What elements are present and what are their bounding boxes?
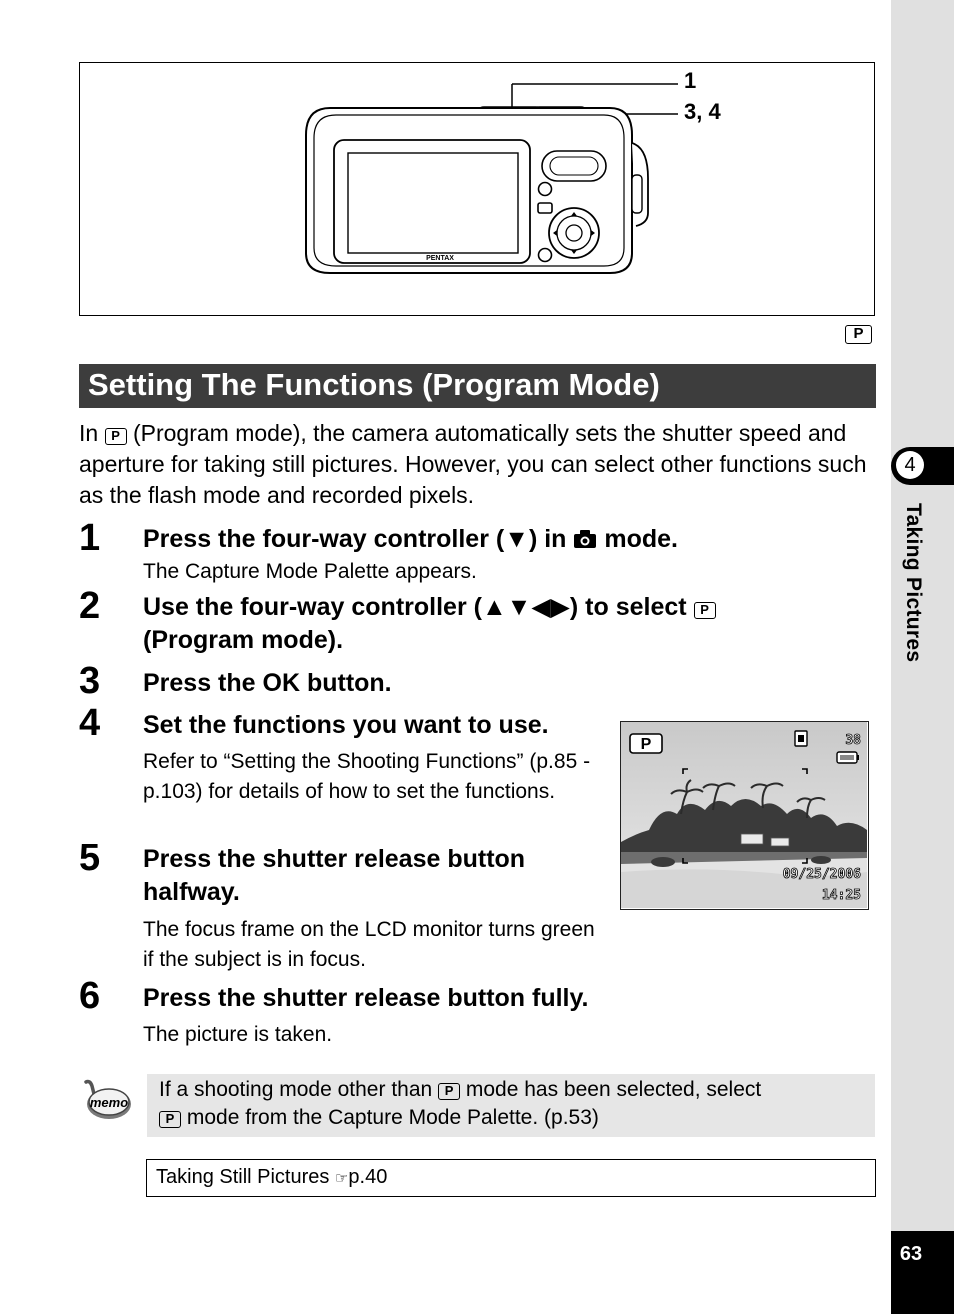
program-mode-icon: P (845, 325, 872, 344)
step-title: Press the shutter release button fully. (143, 984, 589, 1012)
step-title-part: Use the four-way controller (▲▼◀▶) to select (143, 593, 687, 621)
intro-text: (Program mode), the camera automatically sets the shutter speed and aperture for taking still pictures. However, you can select other functions such as the flash mode and recorded pixels. (79, 420, 867, 508)
step-description: The Capture Mode Palette appears. (143, 560, 477, 583)
memo-text (159, 1076, 869, 1132)
program-mode-icon: P (694, 602, 716, 619)
step-number: 6 (79, 975, 101, 1017)
program-mode-icon: P (438, 1083, 460, 1100)
reference-label: Taking Still Pictures (156, 1166, 330, 1188)
step-description: Refer to “Setting the Shooting Functions” (p.85 - p.103) for details of how to set the functions. (143, 750, 591, 803)
step-title-part: mode. (604, 525, 678, 553)
intro-paragraph (79, 418, 879, 511)
memo-icon-label: memo (89, 1095, 129, 1110)
intro-prefix: In (79, 420, 99, 446)
chapter-number: 4 (896, 451, 924, 479)
step-title (143, 523, 678, 556)
lcd-preview (620, 721, 869, 910)
memo-text-part: mode has been selected, select (465, 1078, 762, 1101)
chapter-title: Taking Pictures (902, 503, 925, 663)
step-title: Press the shutter release button halfway. (143, 845, 526, 906)
step-title: Set the functions you want to use. (143, 711, 549, 739)
step-title-part: (Program mode). (143, 626, 344, 654)
memo-icon (82, 1078, 132, 1124)
step-number: 5 (79, 837, 101, 879)
program-mode-icon: P (105, 428, 127, 445)
section-title: Setting The Functions (Program Mode) (88, 367, 660, 402)
lcd-time: 14:25 (821, 888, 861, 903)
lcd-beach-photo (621, 722, 867, 908)
lcd-date: 09/25/2006 (782, 867, 861, 882)
step-number: 2 (79, 585, 101, 627)
callout-1: 1 (684, 68, 697, 93)
camera-figure (79, 62, 875, 316)
callout-3-4: 3, 4 (684, 99, 721, 124)
memo-text-part: mode from the Capture Mode Palette. (p.53) (186, 1106, 599, 1129)
step-title: Press the OK button. (143, 669, 392, 697)
step-number: 3 (79, 660, 101, 702)
camera-mode-icon (573, 529, 597, 549)
reference-text (156, 1164, 387, 1191)
reference-page-link[interactable]: p.40 (348, 1166, 388, 1188)
step-title-part: Press the four-way controller (▼) in (143, 525, 567, 553)
lcd-shot-count: 38 (845, 733, 861, 748)
lcd-mode-indicator: P (640, 736, 652, 753)
camera-illustration (80, 63, 876, 317)
memo-text-part: If a shooting mode other than (159, 1078, 433, 1101)
step-title (143, 591, 863, 657)
pointing-hand-icon: ☞ (334, 1169, 349, 1187)
step-description: The focus frame on the LCD monitor turns green if the subject is in focus. (143, 918, 595, 971)
camera-brand: PENTAX (426, 255, 454, 262)
step-number: 4 (79, 702, 101, 744)
page-number: 63 (899, 1243, 923, 1265)
program-mode-icon: P (159, 1111, 181, 1128)
step-description: The picture is taken. (143, 1023, 333, 1046)
step-number: 1 (79, 517, 101, 559)
